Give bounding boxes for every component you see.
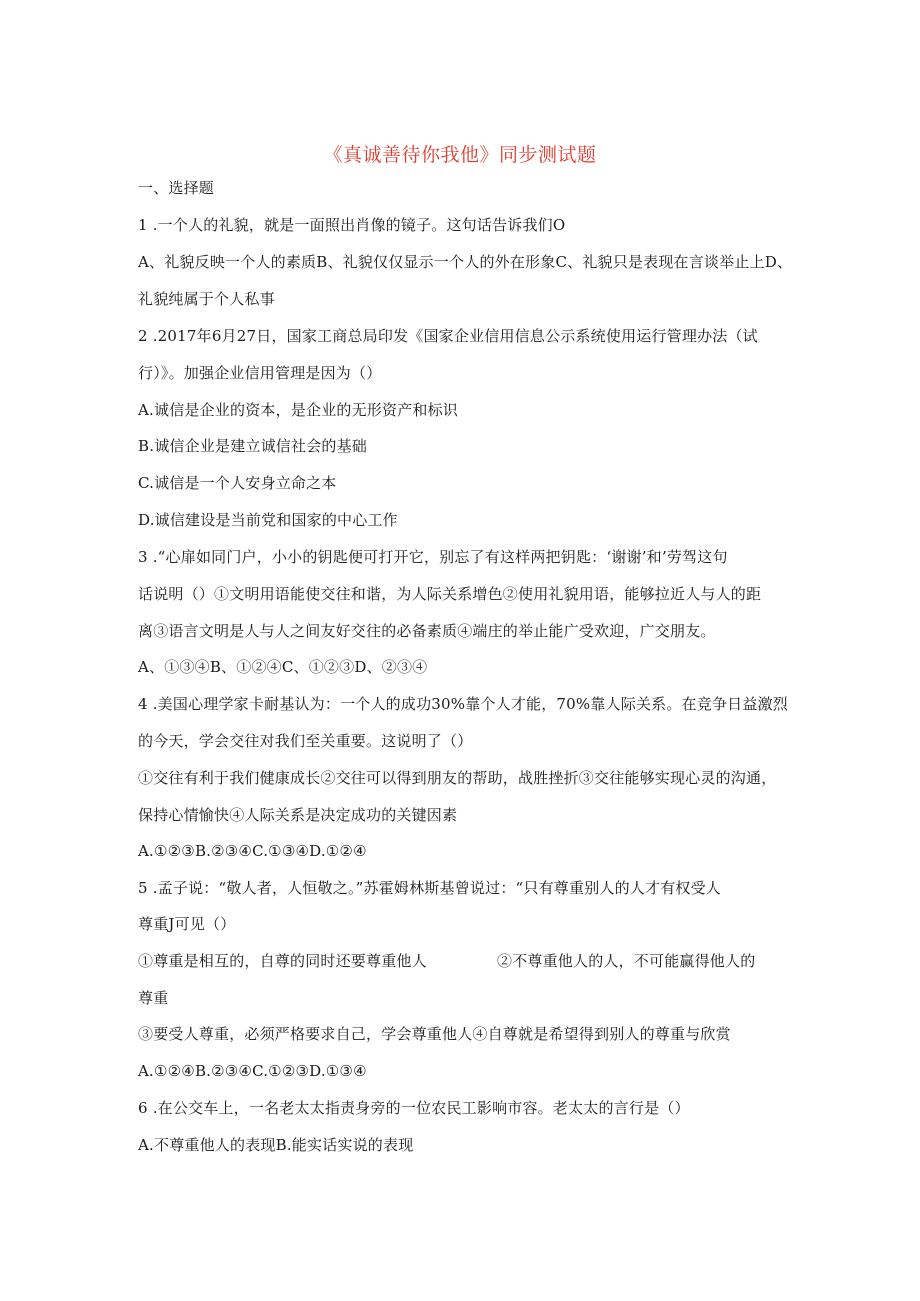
question-5-item-2: ②不尊重他人的人，不可能赢得他人的 <box>497 952 756 970</box>
question-5-item-2-cont: 尊重 <box>138 989 169 1007</box>
question-2-stem-cont: 行）》。加强企业信用管理是因为（） <box>138 364 382 382</box>
question-1-options: A、礼貌反映一个人的素质B、礼貌仅仅显示一个人的外在形象C、礼貌只是表现在言谈举止上D、 <box>138 253 793 271</box>
section-heading: 一、选择题 <box>138 179 215 197</box>
question-4-stem-cont: 的今天，学会交往对我们至关重要。这说明了（） <box>138 732 473 750</box>
question-3-stem-cont: 话说明（）①文明用语能使交往和谐，为人际关系增色②使用礼貌用语，能够拉近人与人的距 <box>138 585 762 603</box>
question-4-options: A.①②③B.②③④C.①③④D.①②④ <box>138 842 367 860</box>
question-5-stem: 5 .孟子说：“敬人者，人恒敬之。”苏霍姆林斯基曾说过：“只有尊重别人的人才有权受人 <box>138 879 721 897</box>
question-5-stem-cont: 尊重J可见（） <box>138 915 236 933</box>
question-3-options: A、①③④B、①②④C、①②③D、②③④ <box>138 658 428 676</box>
question-3-stem-cont-2: 离③语言文明是人与人之间友好交往的必备素质④端庄的举止能广受欢迎，广交朋友。 <box>138 622 716 640</box>
question-1-options-cont: 礼貌纯属于个人私事 <box>138 290 275 308</box>
question-2-option-b: B.诚信企业是建立诚信社会的基础 <box>138 437 367 455</box>
question-5-item-1: ①尊重是相互的，自尊的同时还要尊重他人 <box>138 952 427 970</box>
question-1-stem: 1 .一个人的礼貌，就是一面照出肖像的镜子。这句话告诉我们O <box>138 216 566 234</box>
question-2-option-a: A.诚信是企业的资本，是企业的无形资产和标识 <box>138 401 459 419</box>
question-6-options: A.不尊重他人的表现B.能实话实说的表现 <box>138 1136 414 1154</box>
question-2-option-d: D.诚信建设是当前党和国家的中心工作 <box>138 511 398 529</box>
question-4-stem: 4 .美国心理学家卡耐基认为：一个人的成功30%靠个人才能，70%靠人际关系。在竞争日益激烈 <box>138 695 788 713</box>
question-5-items-line-3: ③要受人尊重，必须严格要求自己，学会尊重他人④自尊就是希望得到别人的尊重与欣赏 <box>138 1025 731 1043</box>
question-3-stem: 3 .“心扉如同门户，小小的钥匙便可打开它，别忘了有这样两把钥匙：‘谢谢’和’劳驾这句 <box>138 548 728 566</box>
question-4-items: ①交往有利于我们健康成长②交往可以得到朋友的帮助，战胜挫折③交往能够实现心灵的沟通， <box>138 769 777 787</box>
document-title: 《真诚善待你我他》同步测试题 <box>323 144 597 166</box>
question-4-items-cont: 保持心情愉快④人际关系是决定成功的关键因素 <box>138 806 458 824</box>
question-6-stem: 6 .在公交车上，一名老太太指责身旁的一位农民工影响市容。老太太的言行是（） <box>138 1099 690 1117</box>
question-5-options: A.①②④B.②③④C.①②③D.①③④ <box>138 1062 367 1080</box>
question-2-stem: 2 .2017年6月27日，国家工商总局印发《国家企业信用信息公示系统使用运行管理办法（试 <box>138 327 758 345</box>
question-2-option-c: C.诚信是一个人安身立命之本 <box>138 474 337 492</box>
